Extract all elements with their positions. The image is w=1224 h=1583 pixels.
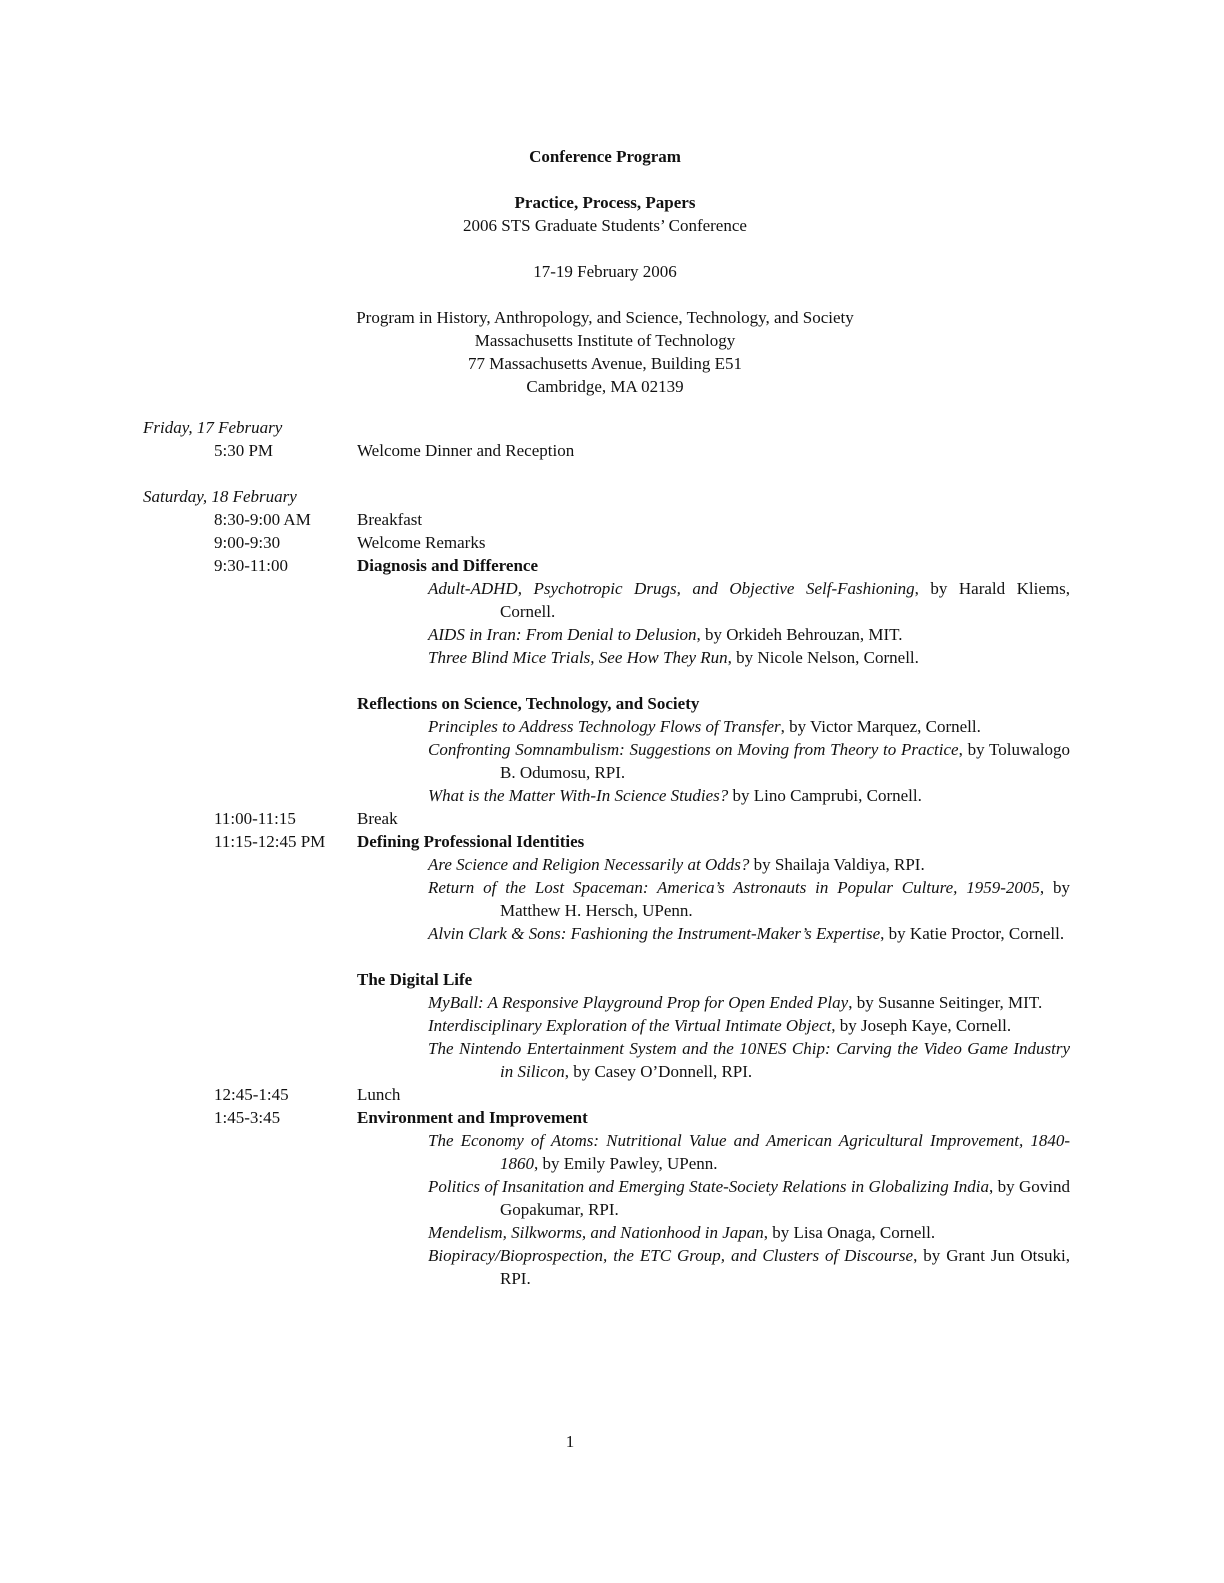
conference-dates: 17-19 February 2006 bbox=[533, 262, 677, 281]
paper-title: Confronting Somnambulism: Suggestions on Moving from Theory to Practice bbox=[428, 740, 959, 759]
conference-subtitle: 2006 STS Graduate Students’ Conference bbox=[463, 216, 747, 235]
paper-byline: , by Victor Marquez, Cornell. bbox=[780, 717, 981, 736]
paper-title: The Economy of Atoms: Nutritional Value and American Agricultural Improvement, 1840-1860 bbox=[428, 1131, 1070, 1173]
paper-list bbox=[143, 991, 1073, 1083]
paper-entry bbox=[428, 577, 1070, 623]
paper-byline: , by Lisa Onaga, Cornell. bbox=[763, 1223, 936, 1242]
document-title: Conference Program bbox=[529, 147, 681, 166]
paper-byline: , by Govind Gopakumar, RPI. bbox=[500, 1177, 1071, 1219]
paper-byline: by Shailaja Valdiya, RPI. bbox=[749, 855, 925, 874]
paper-title: Are Science and Religion Necessarily at Odds? bbox=[428, 855, 750, 874]
address-line: 77 Massachusetts Avenue, Building E51 bbox=[467, 354, 743, 373]
paper-list bbox=[143, 853, 1073, 945]
paper-byline: by Lino Camprubi, Cornell. bbox=[728, 786, 922, 805]
address-line: Program in History, Anthropology, and Science, Technology, and Society bbox=[356, 308, 854, 327]
time-slot: 11:00-11:15 bbox=[214, 809, 296, 828]
schedule-row bbox=[143, 830, 1073, 853]
program-header bbox=[0, 145, 1210, 398]
day-heading-friday: Friday, 17 February bbox=[143, 418, 283, 437]
paper-list bbox=[143, 577, 1073, 669]
paper-list bbox=[143, 1129, 1073, 1290]
event-label: Break bbox=[357, 809, 398, 828]
schedule-row bbox=[143, 531, 1073, 554]
paper-title: Interdisciplinary Exploration of the Virtual Intimate Object bbox=[428, 1016, 832, 1035]
address-line: Massachusetts Institute of Technology bbox=[474, 331, 736, 350]
page-number: 1 bbox=[565, 1432, 575, 1451]
paper-title: Alvin Clark & Sons: Fashioning the Instrument-Maker’s Expertise bbox=[428, 924, 881, 943]
paper-title: What is the Matter With-In Science Studies? bbox=[428, 786, 729, 805]
schedule-row bbox=[143, 968, 1073, 991]
schedule-row bbox=[143, 508, 1073, 531]
paper-title: Three Blind Mice Trials, See How They Run bbox=[428, 648, 728, 667]
paper-byline: , by Orkideh Behrouzan, MIT. bbox=[696, 625, 903, 644]
paper-entry bbox=[428, 991, 1070, 1014]
session-title: The Digital Life bbox=[357, 970, 473, 989]
paper-title: The Nintendo Entertainment System and the 10NES Chip: Carving the Video Game Industry in Silicon bbox=[428, 1039, 1070, 1081]
paper-byline: , by Casey O’Donnell, RPI. bbox=[564, 1062, 753, 1081]
schedule-row bbox=[143, 807, 1073, 830]
paper-entry bbox=[428, 623, 1070, 646]
paper-entry bbox=[428, 646, 1070, 669]
paper-byline: , by Emily Pawley, UPenn. bbox=[534, 1154, 718, 1173]
paper-entry bbox=[428, 1221, 1070, 1244]
paper-entry bbox=[428, 853, 1070, 876]
paper-title: AIDS in Iran: From Denial to Delusion bbox=[428, 625, 697, 644]
paper-entry bbox=[428, 1175, 1070, 1221]
paper-entry bbox=[428, 1014, 1070, 1037]
schedule-row bbox=[143, 692, 1073, 715]
session-title: Defining Professional Identities bbox=[357, 832, 585, 851]
paper-entry bbox=[428, 922, 1070, 945]
schedule-row bbox=[143, 439, 1073, 462]
paper-title: Mendelism, Silkworms, and Nationhood in Japan bbox=[428, 1223, 764, 1242]
time-slot: 1:45-3:45 bbox=[214, 1108, 281, 1127]
time-slot: 5:30 PM bbox=[214, 441, 274, 460]
paper-byline: , by Nicole Nelson, Cornell. bbox=[727, 648, 919, 667]
paper-entry bbox=[428, 738, 1070, 784]
address-line: Cambridge, MA 02139 bbox=[526, 377, 684, 396]
paper-entry bbox=[428, 1037, 1070, 1083]
time-slot: 11:15-12:45 PM bbox=[214, 832, 326, 851]
event-label: Lunch bbox=[357, 1085, 401, 1104]
paper-title: MyBall: A Responsive Playground Prop for Open Ended Play bbox=[428, 993, 849, 1012]
session-title: Reflections on Science, Technology, and Society bbox=[357, 694, 700, 713]
schedule bbox=[143, 416, 1073, 1290]
time-slot: 12:45-1:45 bbox=[214, 1085, 289, 1104]
paper-title: Politics of Insanitation and Emerging State-Society Relations in Globalizing India bbox=[428, 1177, 989, 1196]
time-slot: 8:30-9:00 AM bbox=[214, 510, 311, 529]
paper-byline: , by Katie Proctor, Cornell. bbox=[880, 924, 1065, 943]
paper-title: Principles to Address Technology Flows of Transfer bbox=[428, 717, 781, 736]
paper-title: Adult-ADHD, Psychotropic Drugs, and Objective Self-Fashioning bbox=[428, 579, 915, 598]
paper-byline: , by Matthew H. Hersch, UPenn. bbox=[500, 878, 1070, 920]
paper-entry bbox=[428, 1129, 1070, 1175]
paper-title: Biopiracy/Bioprospection, the ETC Group, and Clusters of Discourse bbox=[428, 1246, 914, 1265]
paper-byline: , by Joseph Kaye, Cornell. bbox=[831, 1016, 1012, 1035]
schedule-row bbox=[143, 1106, 1073, 1129]
schedule-row bbox=[143, 1083, 1073, 1106]
schedule-row bbox=[143, 554, 1073, 577]
paper-title: Return of the Lost Spaceman: America’s Astronauts in Popular Culture, 1959-2005 bbox=[428, 878, 1040, 897]
session-title: Diagnosis and Difference bbox=[357, 556, 539, 575]
paper-byline: , by Grant Jun Otsuki, RPI. bbox=[500, 1246, 1070, 1288]
conference-title: Practice, Process, Papers bbox=[514, 193, 696, 212]
time-slot: 9:00-9:30 bbox=[214, 533, 281, 552]
paper-byline: , by Harald Kliems, Cornell. bbox=[500, 579, 1070, 621]
paper-entry bbox=[428, 784, 1070, 807]
paper-list bbox=[143, 715, 1073, 807]
paper-entry bbox=[428, 715, 1070, 738]
paper-byline: , by Susanne Seitinger, MIT. bbox=[848, 993, 1043, 1012]
time-slot: 9:30-11:00 bbox=[214, 556, 288, 575]
paper-entry bbox=[428, 1244, 1070, 1290]
event-label: Welcome Dinner and Reception bbox=[357, 441, 575, 460]
paper-entry bbox=[428, 876, 1070, 922]
session-title: Environment and Improvement bbox=[357, 1108, 588, 1127]
event-label: Welcome Remarks bbox=[357, 533, 486, 552]
event-label: Breakfast bbox=[357, 510, 423, 529]
day-heading-saturday: Saturday, 18 February bbox=[143, 487, 297, 506]
paper-byline: , by Toluwalogo B. Odumosu, RPI. bbox=[500, 740, 1070, 782]
